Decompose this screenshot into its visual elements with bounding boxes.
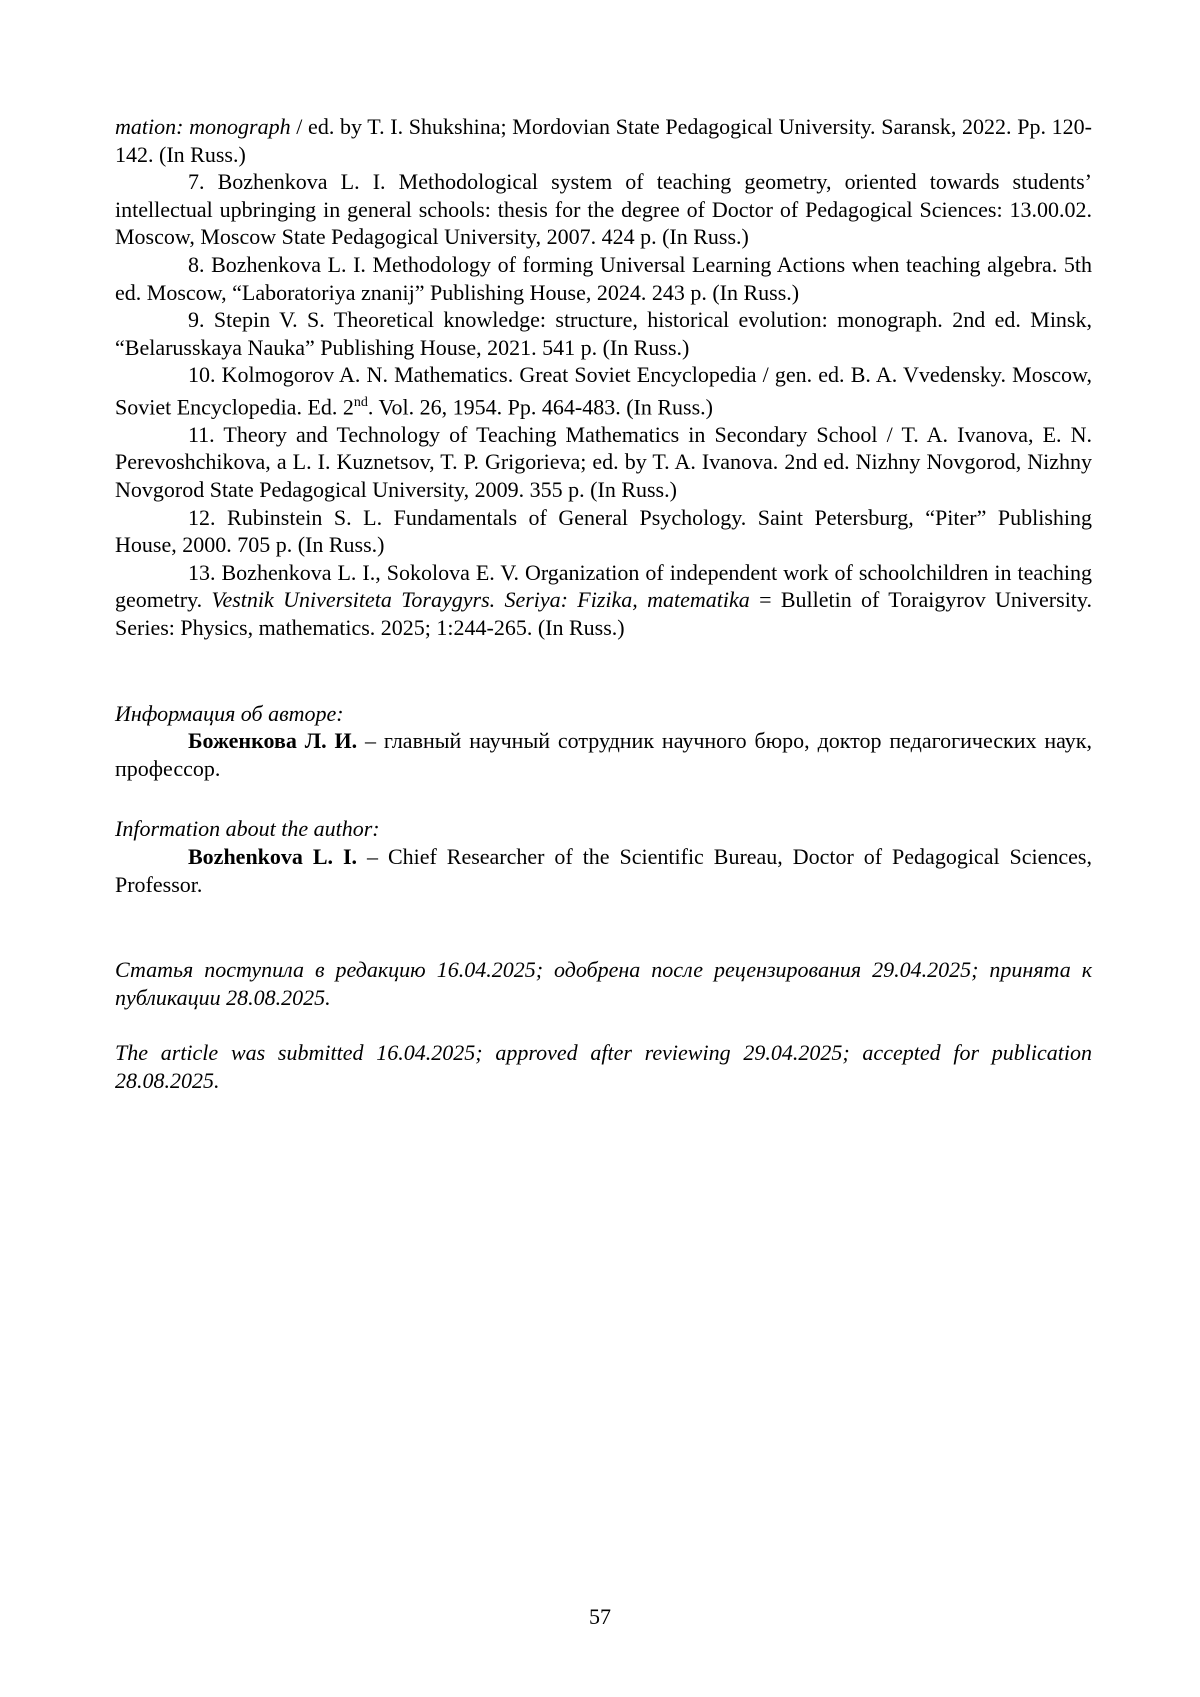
page-body (115, 113, 1092, 1095)
reference-11: 11. Theory and Technology of Teaching Mathematics in Secondary School / T. A. Ivanova, E. N. Perevoshchikova, a L. I. Kuznetsov, T. P. Grigorieva; ed. by T. A. Ivanova. 2nd ed. Nizhny Novgorod, Nizhny Novgorod State Pedagogical University, 2009. 355 p. (In Russ.) (115, 421, 1092, 503)
superscript-ordinal: nd (353, 394, 368, 410)
reference-12: 12. Rubinstein S. L. Fundamentals of General Psychology. Saint Petersburg, “Piter” Publishing House, 2000. 705 p. (In Russ.) (115, 504, 1092, 558)
reference-italic-title: mation: monograph (115, 114, 291, 139)
submission-dates-en: The article was submitted 16.04.2025; approved after reviewing 29.04.2025; accepted for publication 28.08.2025. (115, 1040, 1092, 1093)
author-description-ru: – главный научный сотрудник научного бюро, доктор педагогических наук, профессор. (115, 728, 1092, 781)
journal-title: Vestnik Universiteta Toraygyrs. Seriya: Fizika, matematika (211, 587, 750, 613)
reference-7: 7. Bozhenkova L. I. Methodological system of teaching geometry, oriented towards students’ intellectual upbringing in general schools: thesis for the degree of Doctor of Pedagogical Sciences: 13.00.02. Moscow, Moscow State Pedagogical University, 2007. 424 p. (In Russ.) (115, 169, 1092, 250)
submission-dates-ru: Статья поступила в редакцию 16.04.2025; одобрена после рецензирования 29.04.2025; принята к публикации 28.08.2025. (115, 957, 1092, 1010)
author-info-ru (115, 727, 1092, 782)
page-number: 57 (589, 1604, 611, 1629)
reference-13 (115, 559, 1092, 642)
reference-text: . Vol. 26, 1954. Pp. 464-483. (In Russ.) (367, 394, 713, 420)
author-info-heading-ru: Информация об авторе: (115, 700, 344, 726)
author-name-en: Bozhenkova L. I. (188, 843, 358, 869)
author-info-en (115, 843, 1092, 898)
reference-text: 10. Kolmogorov A. N. Mathematics. Great Soviet Encyclopedia / gen. ed. B. A. Vvedensky. Moscow, Soviet Encyclopedia. Ed. 2 (115, 362, 1092, 420)
reference-text: 13. Bozhenkova L. I., Sokolova E. V. Organization of independent work of schoolchildren in teaching geometry. (115, 559, 1092, 613)
author-name-ru: Боженкова Л. И. (188, 728, 358, 754)
reference-10 (115, 361, 1092, 421)
reference-9: 9. Stepin V. S. Theoretical knowledge: structure, historical evolution: monograph. 2nd ed. Minsk, “Belarusskaya Nauka” Publishing House, 2021. 541 p. (In Russ.) (115, 307, 1092, 360)
reference-text: = Bulletin of Toraigyrov University. Series: Physics, mathematics. 2025; 1:244-265. (In Russ.) (115, 587, 1092, 641)
author-info-heading-en: Information about the author: (115, 816, 380, 842)
author-description-en: – Chief Researcher of the Scientific Bureau, Doctor of Pedagogical Sciences, Professor. (115, 843, 1092, 897)
reference-6-tail (115, 113, 1092, 168)
reference-8: 8. Bozhenkova L. I. Methodology of forming Universal Learning Actions when teaching algebra. 5th ed. Moscow, “Laboratoriya znanij” Publishing House, 2024. 243 p. (In Russ.) (115, 251, 1092, 305)
reference-text: / ed. by T. I. Shukshina; Mordovian State Pedagogical University. Saransk, 2022. Pp. 120-142. (In Russ.) (115, 114, 1092, 167)
